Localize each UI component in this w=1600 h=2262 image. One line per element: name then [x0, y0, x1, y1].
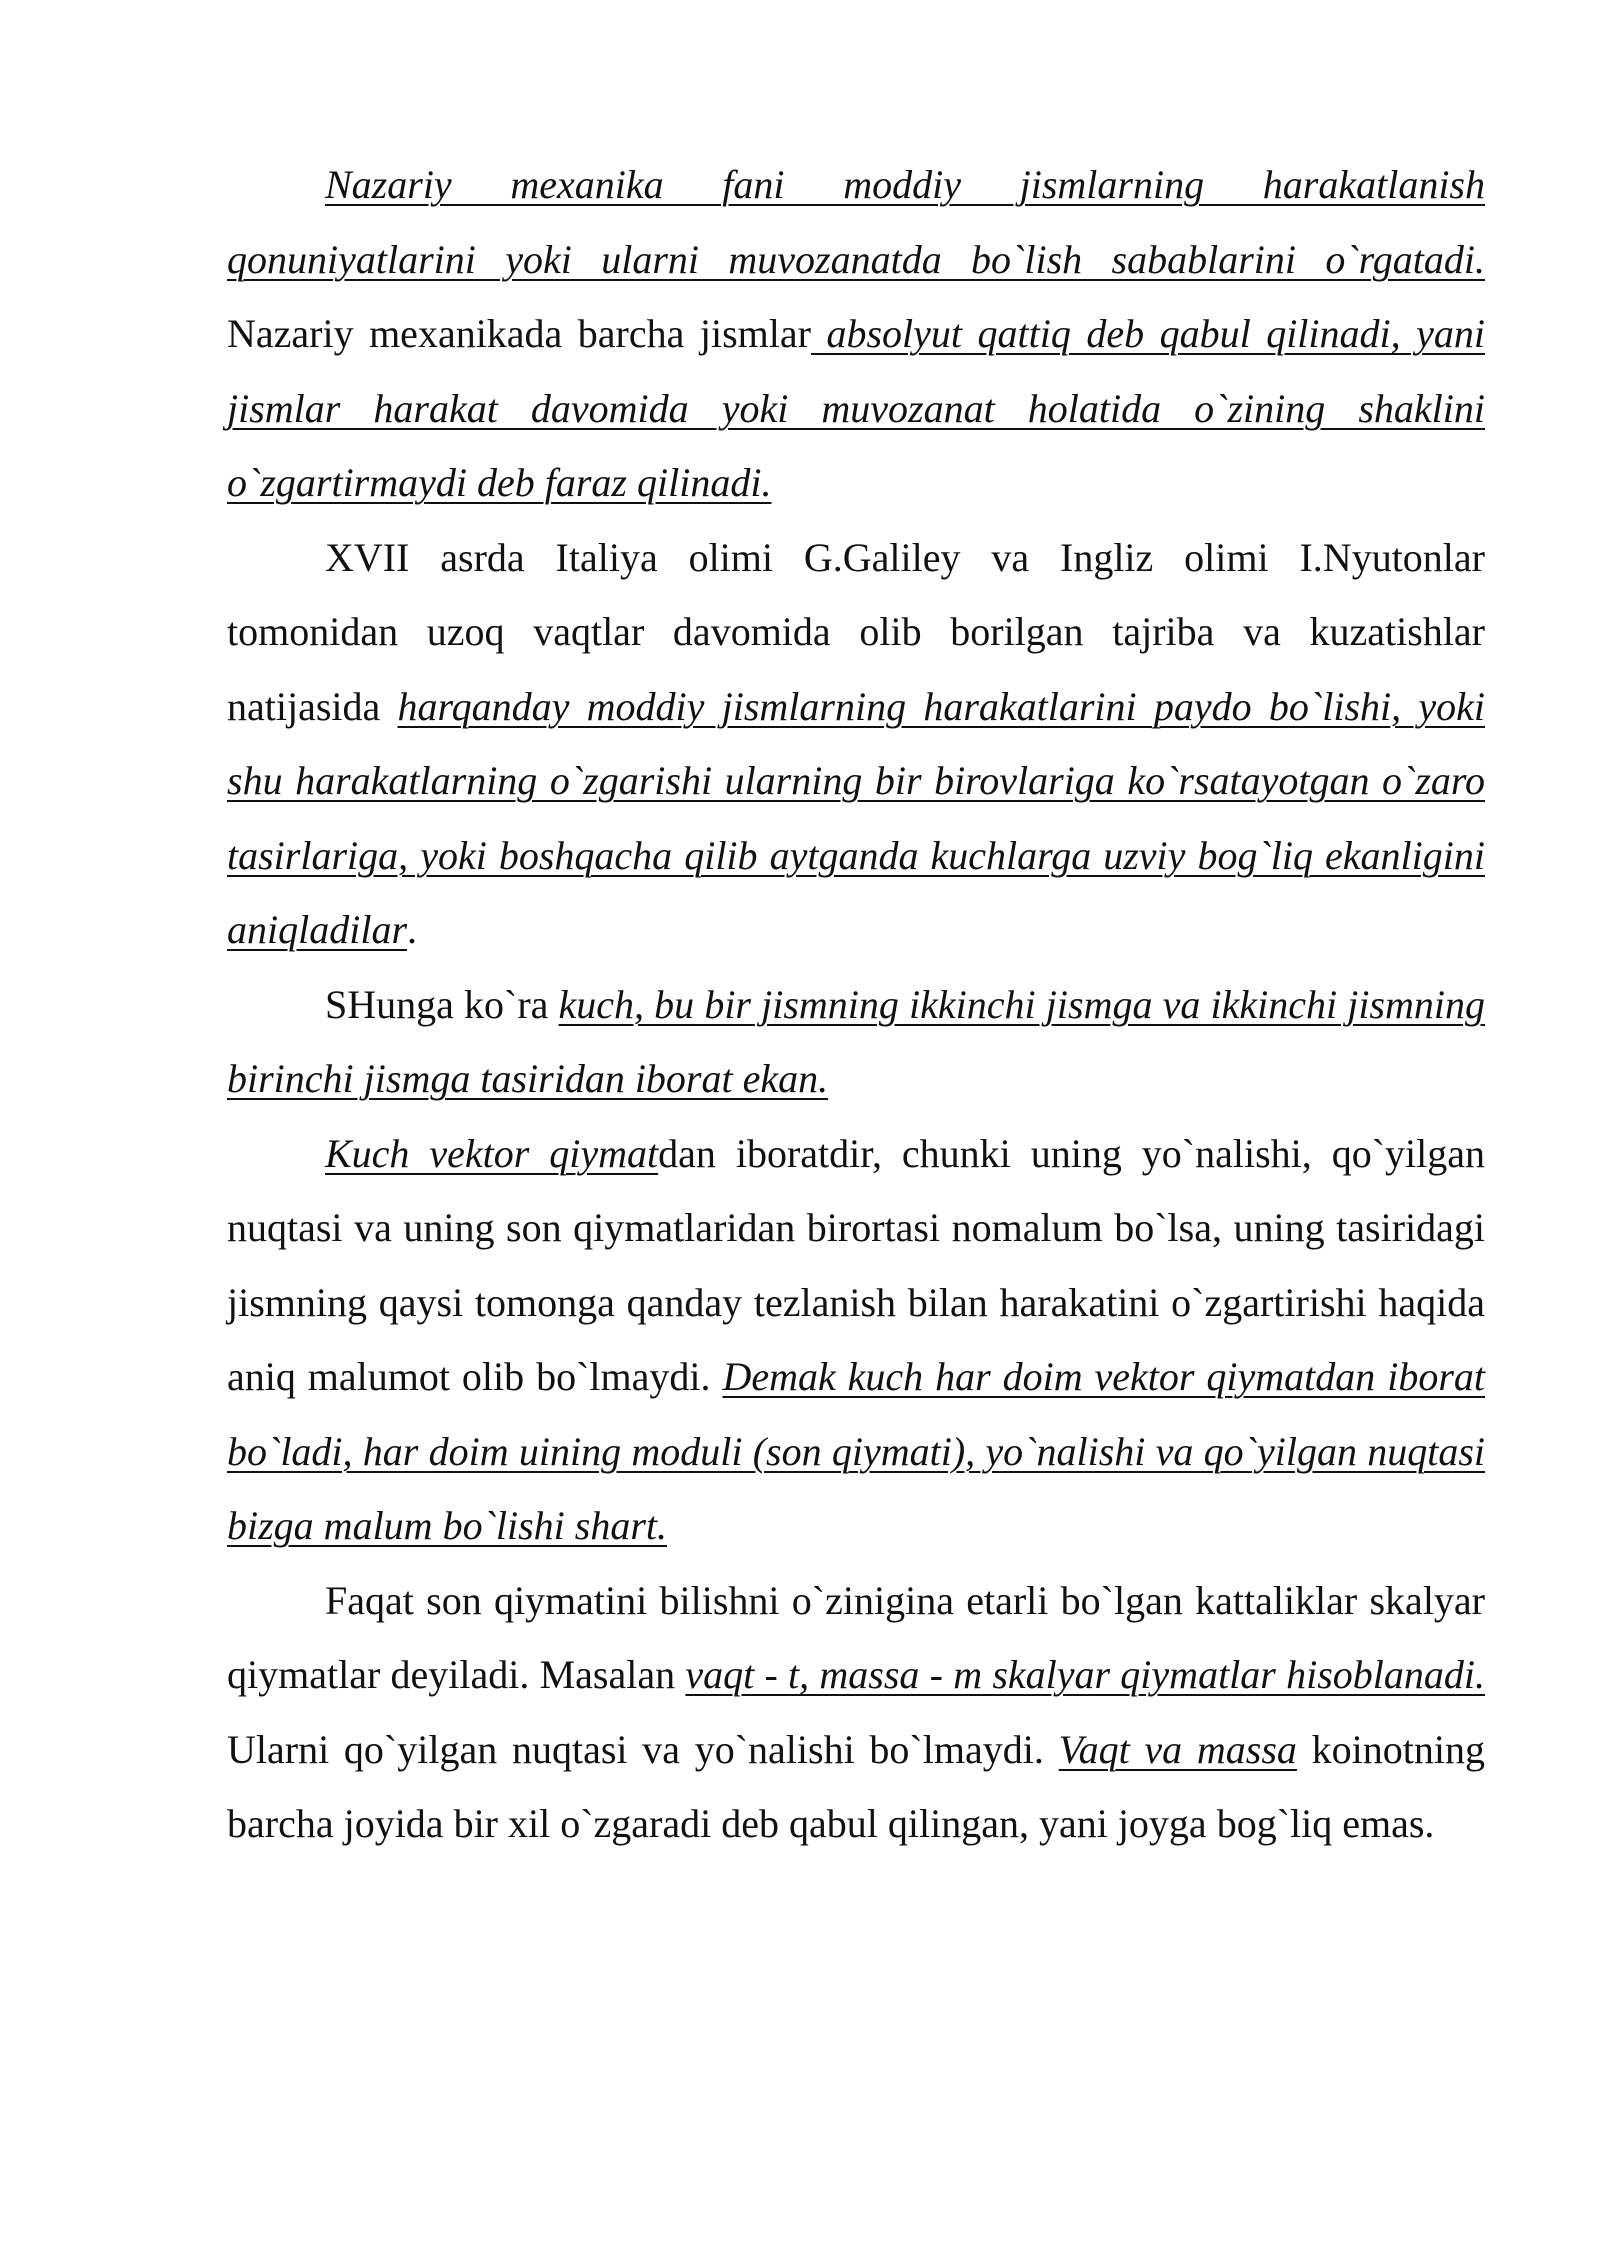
plain-text: Nazariy mexanikada barcha jismlar: [227, 311, 811, 356]
underlined-text: kuch, bu bir jismning ikkinchi jismga va ikkinchi jismning birinchi jismga tasiridan iborat ekan.: [227, 981, 1485, 1101]
underlined-text: Demak kuch har doim vektor qiymatdan iborat bo`ladi, har doim uining moduli (son qiymati), yo`nalishi va qo`yilgan nuqtasi bizga malum bo`lishi shart.: [227, 1354, 1485, 1548]
underlined-text: absolyut qattiq deb qabul qilinadi, yani jismlar harakat davomida yoki muvozanat holatida o`zining shaklini o`zgartirmaydi deb faraz qilinadi.: [227, 311, 1486, 505]
paragraph-galiley-nyuton: [227, 521, 1485, 968]
plain-text: koinotning barcha joyida bir xil o`zgaradi deb qabul qilingan, yani joyga bog`liq emas.: [227, 1726, 1486, 1846]
plain-text: SHunga ko`ra: [325, 981, 559, 1027]
underlined-text: vaqt - t, massa - m skalyar qiymatlar hisoblanadi.: [685, 1652, 1486, 1697]
plain-text: Faqat son qiymatini bilishni o`zinigina etarli bo`lgan kattaliklar skalyar qiymatlar deyiladi. Masalan: [227, 1577, 1485, 1697]
paragraph-kuch-vektor: [227, 1117, 1485, 1564]
plain-text: XVII asrda Italiya olimi G.Galiley va Ingliz olimi I.Nyutonlar tomonidan uzoq vaqtlar davomida olib borilgan tajriba va kuzatishlar natijasida: [227, 534, 1485, 729]
document-page: [227, 148, 1485, 1862]
plain-text: dan iboratdir, chunki uning yo`nalishi, qo`yilgan nuqtasi va uning son qiymatlaridan birortasi nomalum bo`lsa, uning tasiridagi jismning qaysi tomonga qanday tezlanish bilan harakatini o`zgartirishi haqida aniq malumot olib bo`lmaydi.: [227, 1130, 1485, 1399]
underlined-text: harqanday moddiy jismlarning harakatlarini paydo bo`lishi, yoki shu harakatlarning o`zgarishi ularning bir birovlariga ko`rsatayotgan o`zaro tasirlariga, yoki boshqacha qilib aytganda kuchlarga uzviy bog`liq ekanligini aniqladilar: [227, 683, 1485, 952]
paragraph-nazariy-mexanika: [227, 148, 1485, 521]
underlined-text: Vaqt va massa: [1058, 1726, 1297, 1772]
paragraph-kuch-tasir: [227, 968, 1485, 1117]
underlined-text: Kuch vektor qiymat: [325, 1130, 659, 1176]
underlined-text: Nazariy mexanika fani moddiy jismlarning harakatlanish qonuniyatlarini yoki ularni muvozanatda bo`lish sabablarini o`rgatadi.: [227, 162, 1485, 282]
plain-text: Ularni qo`yilgan nuqtasi va yo`nalishi bo`lmaydi.: [227, 1726, 1059, 1772]
paragraph-skalyar-qiymatlar: [227, 1564, 1485, 1862]
plain-text: .: [407, 907, 418, 952]
